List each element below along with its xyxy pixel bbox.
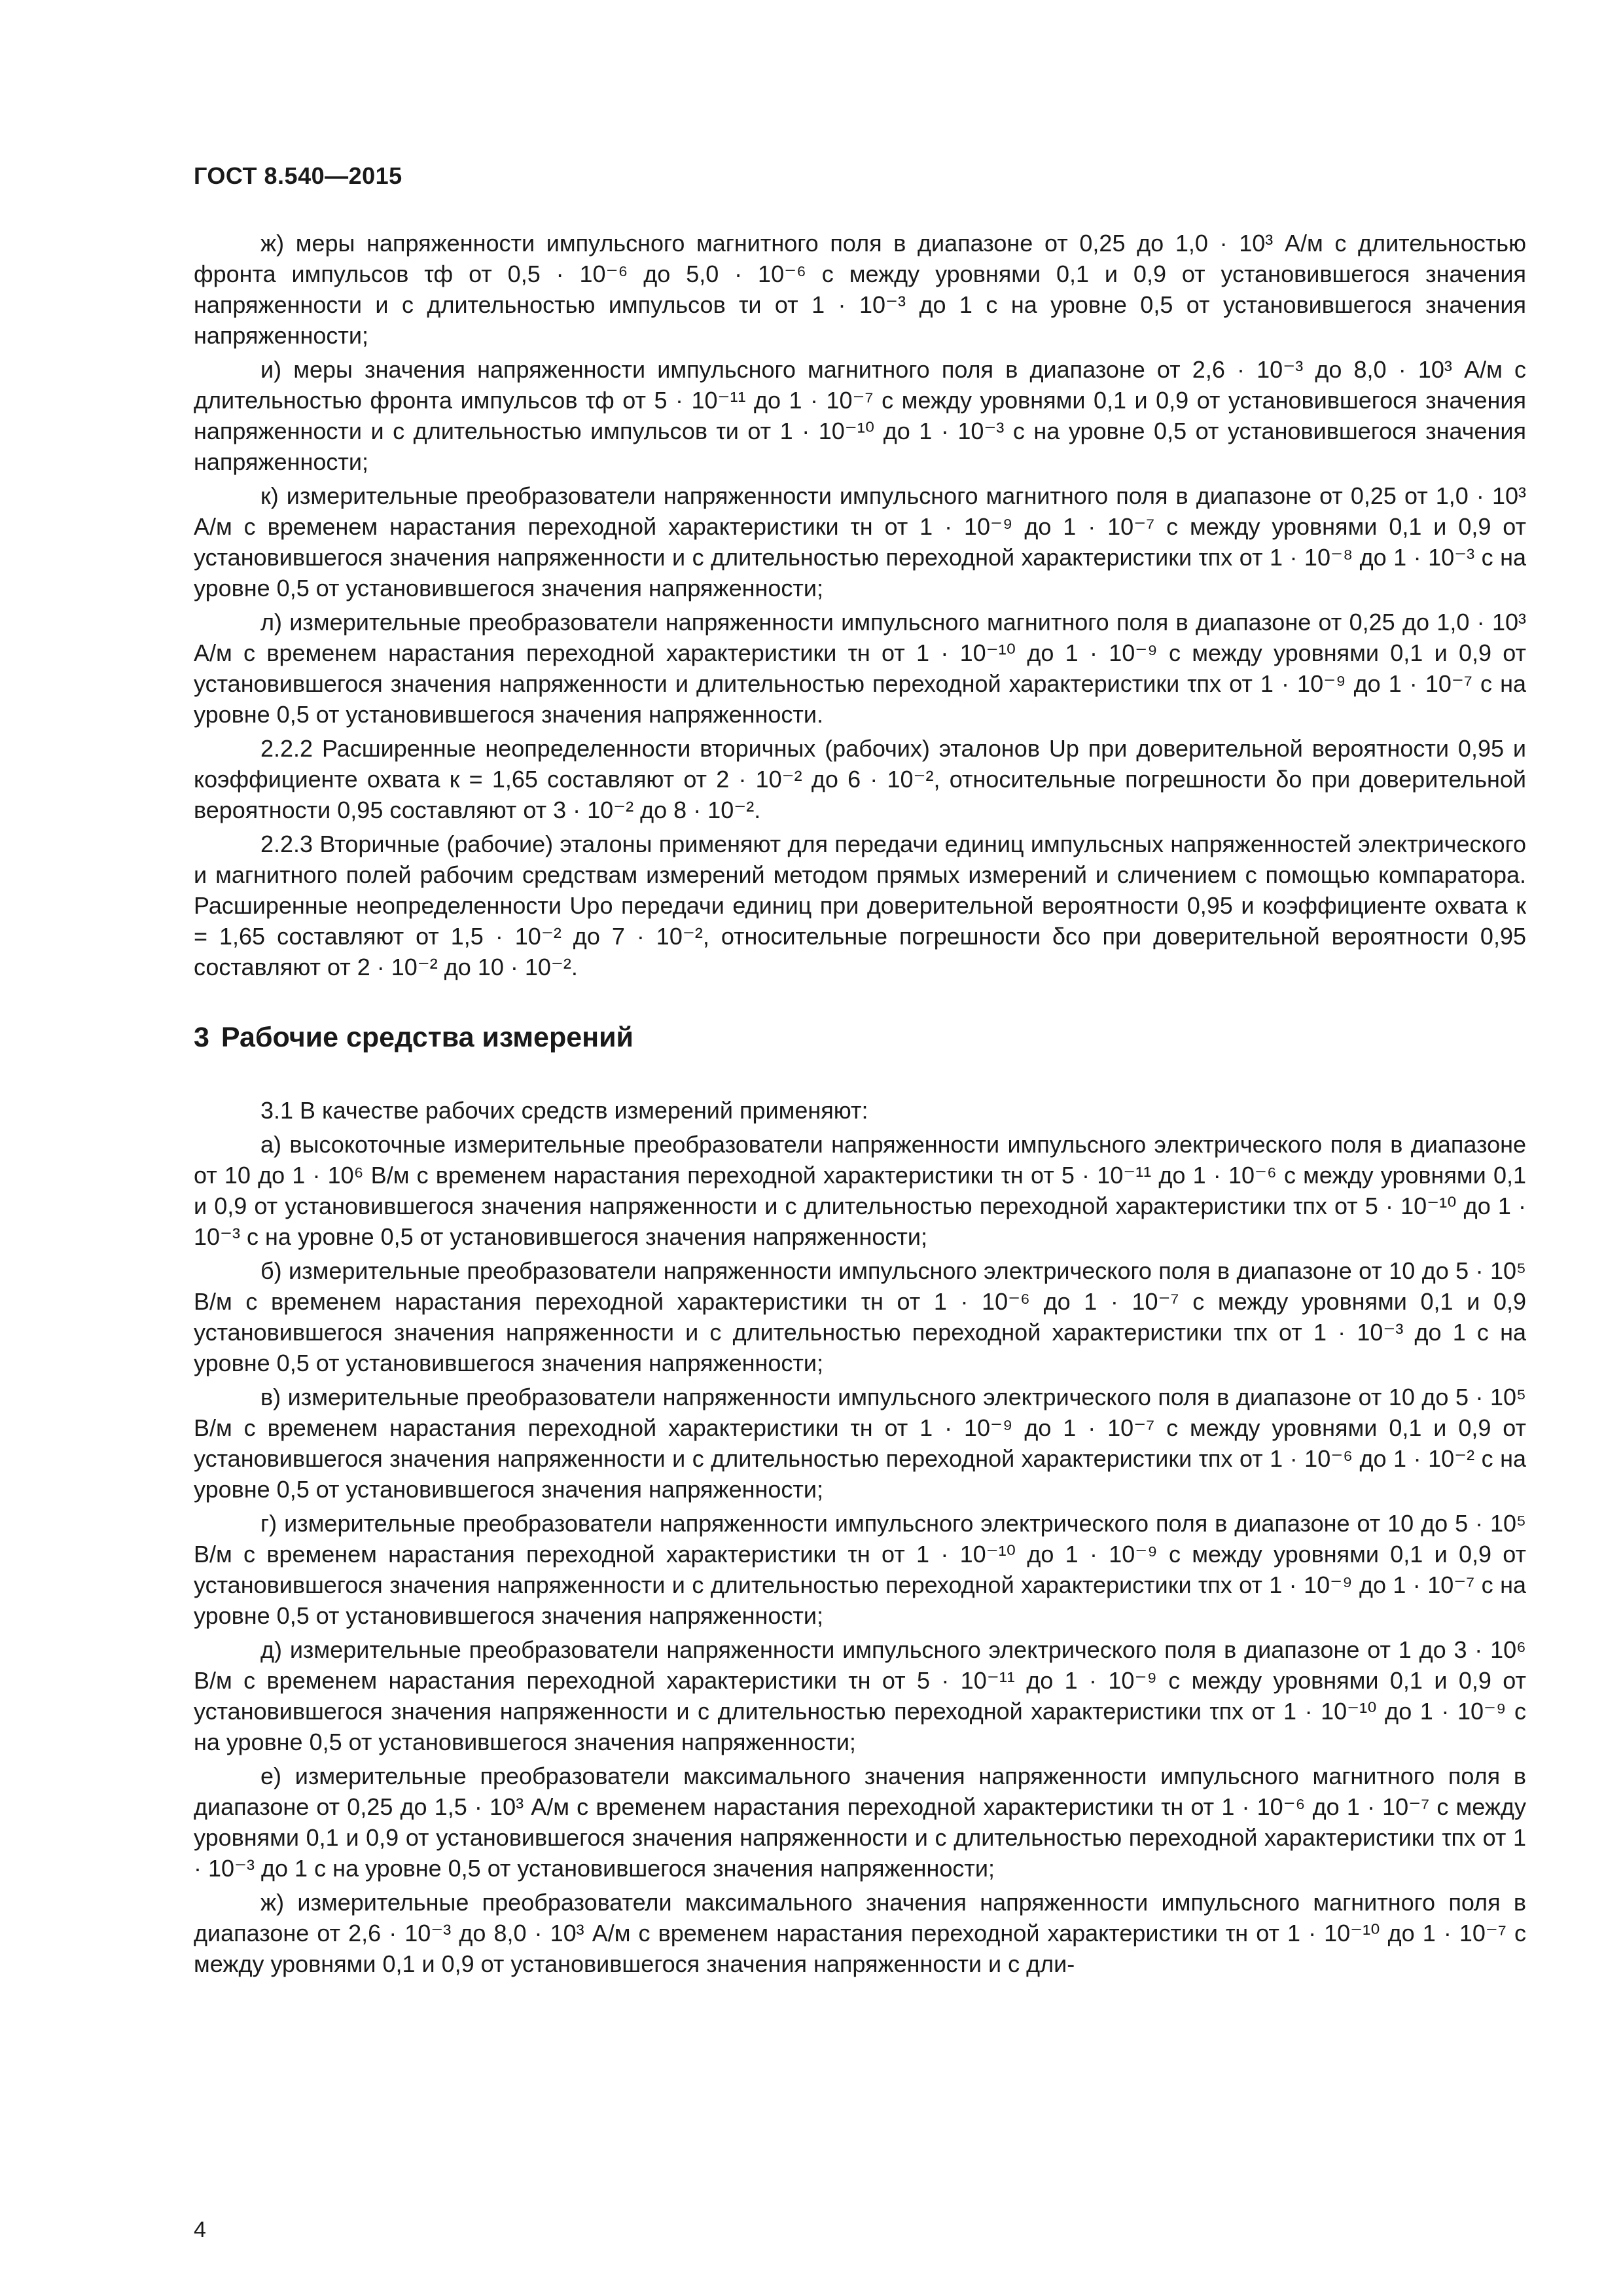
paragraph: г) измерительные преобразователи напряженности импульсного электрического поля в диапазоне от 10 до 5 · 10⁵ В/м с временем нарастания переходной характеристики τн от 1 · 10⁻¹⁰ до 1 · 10⁻⁹ с между уровнями 0,1 и 0,9 от установившегося значения напряженности и с длительностью переходной характеристики τпх от 1 · 10⁻⁹ до 1 · 10⁻⁷ с на уровне 0,5 от установившегося значения напряженности; bbox=[194, 1510, 1526, 1629]
section-number: 3 bbox=[194, 1022, 209, 1053]
paragraph: в) измерительные преобразователи напряженности импульсного электрического поля в диапазоне от 10 до 5 · 10⁵ В/м с временем нарастания переходной характеристики τн от 1 · 10⁻⁹ до 1 · 10⁻⁷ с между уровнями 0,1 и 0,9 от установившегося значения напряженности и с длительностью переходной характеристики τпх от 1 · 10⁻⁶ до 1 · 10⁻² с на уровне 0,5 от установившегося значения напряженности; bbox=[194, 1384, 1526, 1503]
paragraph: 2.2.2 Расширенные неопределенности вторичных (рабочих) эталонов Uр при доверительной вероятности 0,95 и коэффициенте охвата к = 1,65 составляют от 2 · 10⁻² до 6 · 10⁻², относительные погрешности δо при доверительной вероятности 0,95 составляют от 3 · 10⁻² до 8 · 10⁻². bbox=[194, 735, 1526, 823]
paragraph: 3.1 В качестве рабочих средств измерений применяют: bbox=[260, 1097, 868, 1124]
section-title: Рабочие средства измерений bbox=[221, 1022, 633, 1053]
paragraph: е) измерительные преобразователи максимального значения напряженности импульсного магнитного поля в диапазоне от 0,25 до 1,5 · 10³ А/м с временем нарастания переходной характеристики τн от 1 · 10⁻⁶ до 1 · 10⁻⁷ с между уровнями 0,1 и 0,9 от установившегося значения напряженности и с длительностью переходной характеристики τпх от 1 · 10⁻³ до 1 с на уровне 0,5 от установившегося значения напряженности; bbox=[194, 1763, 1526, 1882]
paragraph: л) измерительные преобразователи напряженности импульсного магнитного поля в диапазоне от 0,25 до 1,0 · 10³ А/м с временем нарастания переходной характеристики τн от 1 · 10⁻¹⁰ до 1 · 10⁻⁹ с между уровнями 0,1 и 0,9 от установившегося значения напряженности и длительностью переходной характеристики τпх от 1 · 10⁻⁹ до 1 · 10⁻⁷ с на уровне 0,5 от установившегося значения напряженности. bbox=[194, 609, 1526, 728]
paragraph: ж) измерительные преобразователи максимального значения напряженности импульсного магнитного поля в диапазоне от 2,6 · 10⁻³ до 8,0 · 10³ А/м с временем нарастания переходной характеристики τн от 1 · 10⁻¹⁰ до 1 · 10⁻⁷ с между уровнями 0,1 и 0,9 от установившегося значения напряженности и с дли- bbox=[194, 1889, 1526, 1977]
section-heading bbox=[194, 1020, 1526, 1054]
page-header-doc-id: ГОСТ 8.540—2015 bbox=[194, 162, 402, 189]
paragraph: к) измерительные преобразователи напряженности импульсного магнитного поля в диапазоне от 0,25 от 1,0 · 10³ А/м с временем нарастания переходной характеристики τн от 1 · 10⁻⁹ до 1 · 10⁻⁷ с между уровнями 0,1 и 0,9 от установившегося значения напряженности и с длительностью переходной характеристики τпх от 1 · 10⁻⁸ до 1 · 10⁻³ с на уровне 0,5 от установившегося значения напряженности; bbox=[194, 482, 1526, 601]
main-content bbox=[194, 228, 1526, 1982]
paragraph: б) измерительные преобразователи напряженности импульсного электрического поля в диапазоне от 10 до 5 · 10⁵ В/м с временем нарастания переходной характеристики τн от 1 · 10⁻⁶ до 1 · 10⁻⁷ с между уровнями 0,1 и 0,9 установившегося значения напряженности и с длительностью переходной характеристики τпх от 1 · 10⁻³ до 1 с на уровне 0,5 от установившегося значения напряженности; bbox=[194, 1257, 1526, 1376]
paragraph: а) высокоточные измерительные преобразователи напряженности импульсного электрического поля в диапазоне от 10 до 1 · 10⁶ В/м с временем нарастания переходной характеристики τн от 5 · 10⁻¹¹ до 1 · 10⁻⁶ с между уровнями 0,1 и 0,9 от установившегося значения напряженности и с длительностью переходной характеристики τпх от 5 · 10⁻¹⁰ до 1 · 10⁻³ с на уровне 0,5 от установившегося значения напряженности; bbox=[194, 1131, 1526, 1250]
paragraph: ж) меры напряженности импульсного магнитного поля в диапазоне от 0,25 до 1,0 · 10³ А/м с длительностью фронта импульсов τф от 0,5 · 10⁻⁶ до 5,0 · 10⁻⁶ с между уровнями 0,1 и 0,9 от установившегося значения напряженности и с длительностью импульсов τи от 1 · 10⁻³ до 1 с на уровне 0,5 от установившегося значения напряженности; bbox=[194, 230, 1526, 349]
paragraph: 2.2.3 Вторичные (рабочие) эталоны применяют для передачи единиц импульсных напряженностей электрического и магнитного полей рабочим средствам измерений методом прямых измерений и сличением с помощью компаратора. Расширенные неопределенности Uро передачи единиц при доверительной вероятности 0,95 и коэффициенте охвата к = 1,65 составляют от 1,5 · 10⁻² до 7 · 10⁻², относительные погрешности δсо при доверительной вероятности 0,95 составляют от 2 · 10⁻² до 10 · 10⁻². bbox=[194, 831, 1526, 980]
paragraph: д) измерительные преобразователи напряженности импульсного электрического поля в диапазоне от 1 до 3 · 10⁶ В/м с временем нарастания переходной характеристики τн от 5 · 10⁻¹¹ до 1 · 10⁻⁹ с между уровнями 0,1 и 0,9 от установившегося значения напряженности и с длительностью переходной характеристики τпх от 1 · 10⁻¹⁰ до 1 · 10⁻⁹ с на уровне 0,5 от установившегося значения напряженности; bbox=[194, 1636, 1526, 1755]
page-number: 4 bbox=[194, 2217, 206, 2242]
paragraph: и) меры значения напряженности импульсного магнитного поля в диапазоне от 2,6 · 10⁻³ до 8,0 · 10³ А/м с длительностью фронта импульсов τф от 5 · 10⁻¹¹ до 1 · 10⁻⁷ с между уровнями 0,1 и 0,9 от установившегося значения напряженности и с длительностью импульсов τи от 1 · 10⁻¹⁰ до 1 · 10⁻³ с на уровне 0,5 от установившегося значения напряженности; bbox=[194, 356, 1526, 475]
